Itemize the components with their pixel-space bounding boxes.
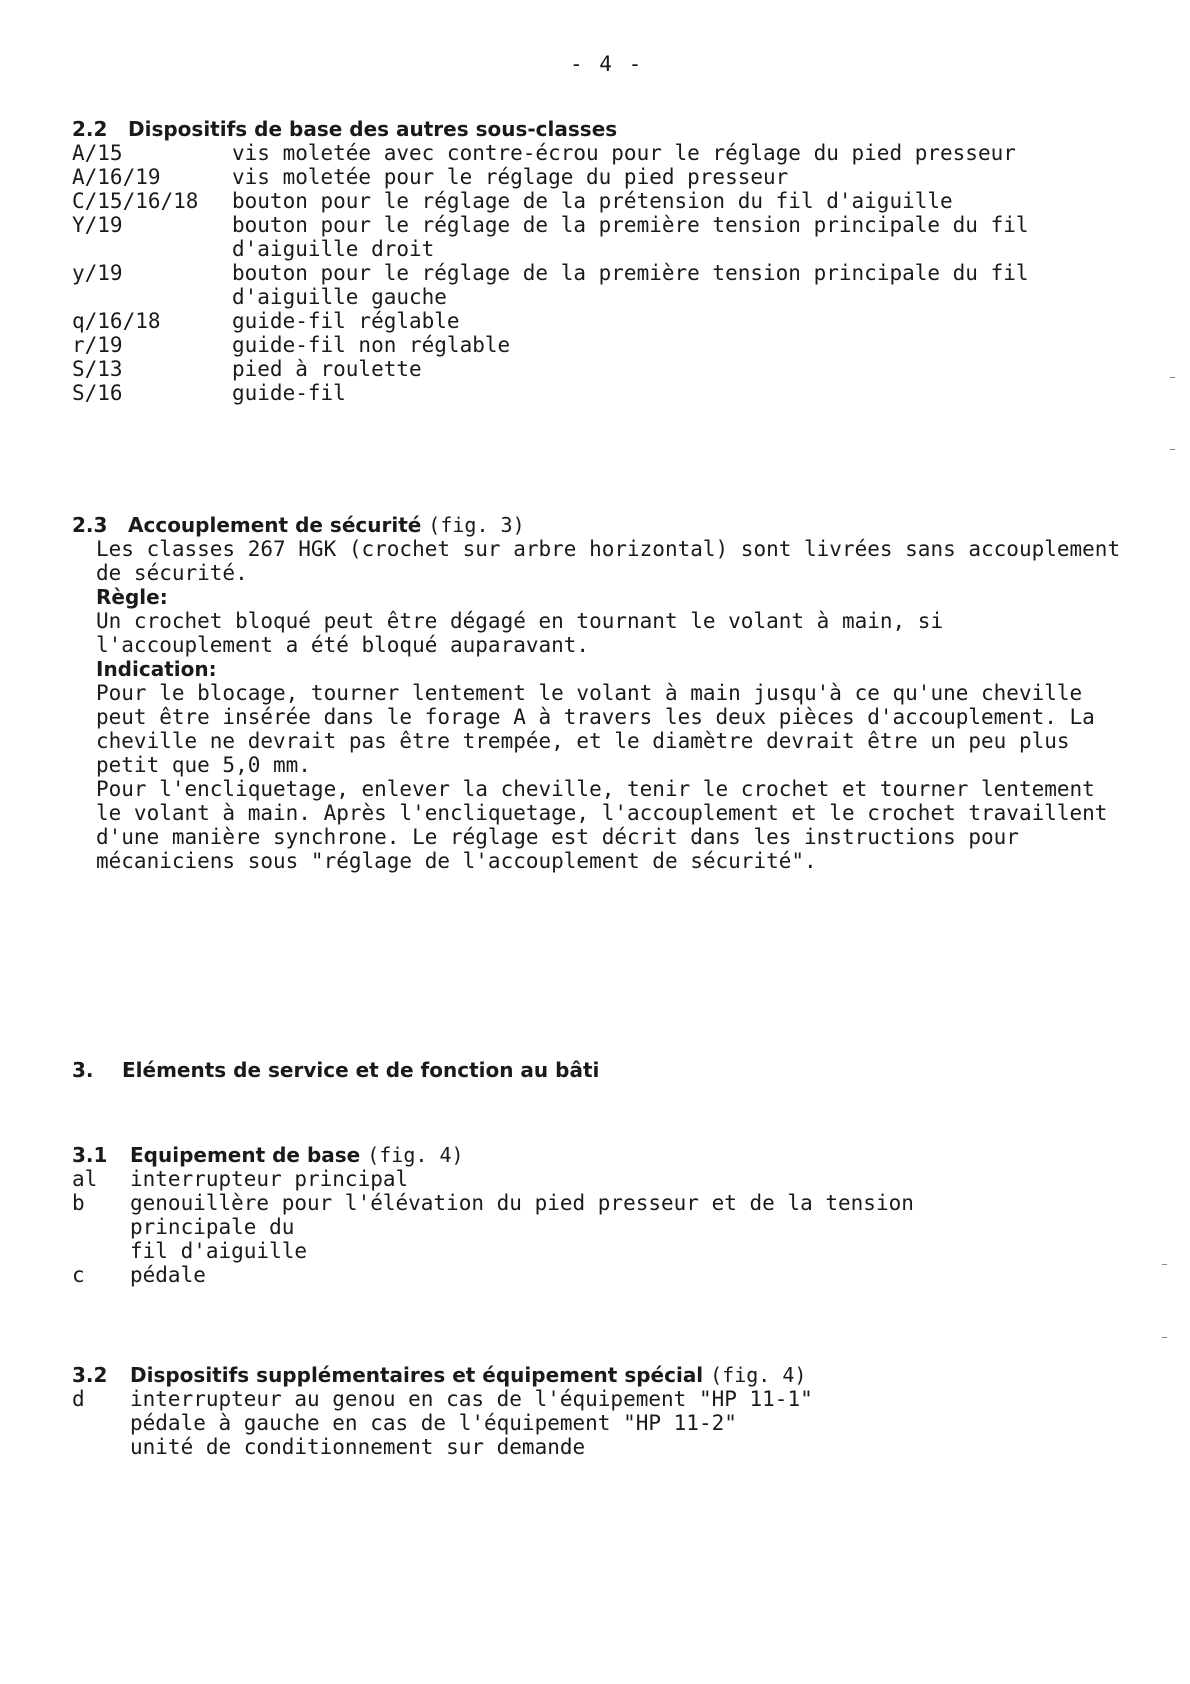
scan-mark: [1170, 449, 1175, 450]
definition-list: [72, 141, 1032, 405]
item-text: pied à roulette: [232, 357, 422, 381]
scan-mark: [1170, 377, 1175, 378]
item-code: y/19: [72, 261, 123, 285]
section-number: 3.: [72, 1058, 94, 1082]
item-code: al: [72, 1167, 98, 1191]
item-text: pédale: [130, 1263, 206, 1287]
item-code: q/16/18: [72, 309, 161, 333]
item-code: A/15: [72, 141, 123, 165]
section-number: 3.2: [72, 1363, 108, 1387]
item-code: C/15/16/18: [72, 189, 199, 213]
item-code: c: [72, 1263, 85, 1287]
section-title: Equipement de base: [130, 1143, 361, 1167]
intro-paragraph: Les classes 267 HGK (crochet sur arbre horizontal) sont livrées sans accouplement de sécurité.: [96, 537, 1121, 585]
rule-paragraph: Un crochet bloqué peut être dégagé en tournant le volant à main, si l'accouplement a été bloqué auparavant.: [96, 609, 944, 657]
indication-paragraph: Pour le blocage, tourner lentement le volant à main jusqu'à ce qu'une cheville peut être insérée dans le forage A à travers les deux pièces d'accouplement. La cheville ne devrait pas être trempée, et le diamètre devrait être un peu plus petit que 5,0 mm. Pour l'encliquetage, enlever la cheville, tenir le crochet et tourner lentement le volant à main. Après l'encliquetage, l'accouplement et le crochet travaillent d'une manière synchrone. Le réglage est décrit dans les instructions pour mécaniciens sous "réglage de l'accouplement de sécurité".: [96, 681, 1108, 873]
item-text: bouton pour le réglage de la première tension principale du fil d'aiguille droit: [232, 213, 1029, 261]
section-heading: [72, 513, 1132, 537]
item-text: vis moletée avec contre-écrou pour le réglage du pied presseur: [232, 141, 1016, 165]
section-title: Eléments de service et de fonction au bâti: [122, 1058, 600, 1082]
rule-label: Règle:: [96, 585, 168, 609]
indication-label: Indication:: [96, 657, 217, 681]
item-list: [72, 1167, 1030, 1287]
item-code: S/16: [72, 381, 123, 405]
item-text: bouton pour le réglage de la première tension principale du fil d'aiguille gauche: [232, 261, 1029, 309]
section-2-2: [72, 117, 1032, 405]
item-code: Y/19: [72, 213, 123, 237]
section-heading: [72, 1363, 1030, 1387]
section-3-1: [72, 1143, 1030, 1287]
section-title: Dispositifs supplémentaires et équipement spécial: [130, 1363, 704, 1387]
item-text: interrupteur au genou en cas de l'équipement "HP 11-1": [130, 1387, 813, 1411]
section-title: Accouplement de sécurité: [128, 513, 422, 537]
section-heading: [72, 1058, 599, 1082]
item-code: A/16/19: [72, 165, 161, 189]
item-text: bouton pour le réglage de la prétension du fil d'aiguille: [232, 189, 953, 213]
section-3-2: [72, 1363, 1030, 1459]
section-title: Dispositifs de base des autres sous-classes: [128, 117, 618, 141]
figure-reference: (fig. 4): [367, 1143, 464, 1167]
section-2-3: [72, 513, 1132, 873]
section-number: 2.3: [72, 513, 108, 537]
section-number: 3.1: [72, 1143, 108, 1167]
item-code: b: [72, 1191, 85, 1215]
figure-reference: (fig. 3): [428, 513, 525, 537]
item-text: genouillère pour l'élévation du pied presseur et de la tension principale du fil d'aiguille: [130, 1191, 914, 1263]
item-code: d: [72, 1387, 85, 1411]
item-code: r/19: [72, 333, 123, 357]
section-heading: [72, 117, 1032, 141]
section-3: [72, 1058, 599, 1082]
scan-mark: [1162, 1264, 1167, 1265]
section-heading: [72, 1143, 1030, 1167]
item-text: vis moletée pour le réglage du pied presseur: [232, 165, 789, 189]
item-list: [72, 1387, 1030, 1411]
item-code: S/13: [72, 357, 123, 381]
item-text: guide-fil non réglable: [232, 333, 511, 357]
item-text: interrupteur principal: [130, 1167, 409, 1191]
item-text: guide-fil: [232, 381, 346, 405]
page-number: - 4 -: [570, 52, 644, 76]
scan-mark: [1162, 1337, 1167, 1338]
figure-reference: (fig. 4): [710, 1363, 807, 1387]
additional-items: pédale à gauche en cas de l'équipement "HP 11-2" unité de conditionnement sur demande: [130, 1411, 737, 1459]
item-text: guide-fil réglable: [232, 309, 460, 333]
section-number: 2.2: [72, 117, 108, 141]
